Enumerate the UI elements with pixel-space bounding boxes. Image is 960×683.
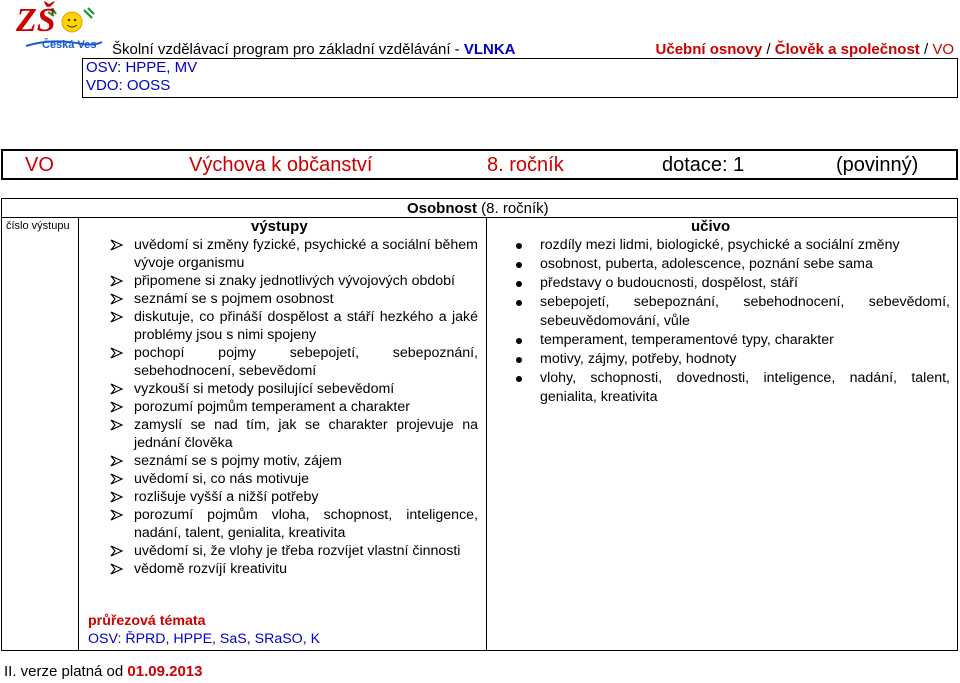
breadcrumb-area-code: VO	[932, 41, 954, 58]
outcome-item	[109, 488, 478, 506]
arrow-bullet-icon	[110, 491, 124, 503]
content-text: představy o budoucnosti, dospělost, stáří	[540, 275, 798, 291]
table-rule	[78, 217, 79, 650]
content-item	[516, 274, 950, 293]
osv-value: : HPPE, MV	[117, 59, 198, 76]
cross-topics-osv-label: OSV	[88, 631, 118, 647]
breadcrumb-curriculum: Učební osnovy	[655, 41, 763, 58]
arrow-bullet-icon	[110, 473, 124, 485]
arrow-bullet-icon	[110, 545, 124, 557]
outcome-text: vyzkouší si metody posilující sebevědomí	[134, 381, 395, 397]
content-text: vlohy, schopnosti, dovednosti, inteligence, nadání, talent, genialita, kreativita	[540, 370, 950, 405]
version-label: II. verze platná od	[4, 663, 128, 680]
content-item	[516, 369, 950, 407]
bullet-dot-icon	[516, 281, 522, 287]
outcome-item	[109, 290, 478, 308]
outcome-item	[109, 506, 478, 542]
cross-topics-osv-value: : ŘPRD, HPPE, SaS, SRaSO, K	[117, 631, 321, 647]
program-name: VLNKA	[463, 41, 516, 58]
logo-subtitle: Česká Ves	[42, 39, 97, 51]
outcome-item	[109, 308, 478, 344]
curriculum-table	[1, 198, 958, 651]
outcome-text: porozumí pojmům vloha, schopnost, inteligence, nadání, talent, genialita, kreativita	[134, 507, 478, 541]
bullet-dot-icon	[516, 338, 522, 344]
subject-hours: dotace: 1	[662, 154, 745, 176]
outcome-text: rozlišuje vyšší a nižší potřeby	[134, 489, 319, 505]
arrow-bullet-icon	[110, 293, 124, 305]
topic-title	[407, 200, 549, 217]
school-logo	[12, 2, 104, 54]
column-number-header: číslo výstupu	[6, 220, 70, 232]
vdo-line	[86, 77, 957, 95]
vdo-label: VDO	[86, 77, 119, 94]
arrow-bullet-icon	[110, 239, 124, 251]
bullet-dot-icon	[516, 243, 522, 249]
outcome-item	[109, 380, 478, 398]
content-text: sebepojetí, sebepoznání, sebehodnocení, sebevědomí, sebeuvědomování, vůle	[540, 294, 950, 329]
outcome-item	[109, 470, 478, 488]
column-content-header: učivo	[691, 218, 731, 235]
bullet-dot-icon	[516, 376, 522, 382]
outcome-text: seznámí se s pojmem osobnost	[134, 291, 334, 307]
subject-type: (povinný)	[836, 154, 919, 176]
outcome-item	[109, 272, 478, 290]
content-item	[516, 350, 950, 369]
bullet-dot-icon	[516, 262, 522, 268]
content-item	[516, 293, 950, 331]
outcome-text: připomene si znaky jednotlivých vývojových období	[134, 273, 455, 289]
content-text: osobnost, puberta, adolescence, poznání sebe sama	[540, 256, 873, 272]
outcome-text: zamyslí se nad tím, jak se charakter projevuje na jednání člověka	[134, 417, 478, 451]
version-date: 01.09.2013	[127, 663, 203, 680]
subject-name: Výchova k občanství	[189, 154, 373, 176]
outcome-item	[109, 560, 478, 578]
version-footer	[4, 663, 202, 680]
arrow-bullet-icon	[110, 455, 124, 467]
subject-grade: 8. ročník	[487, 154, 564, 176]
breadcrumb	[656, 41, 954, 58]
content-item	[516, 236, 950, 255]
vdo-value: : OOSS	[118, 77, 171, 94]
topic-rest: (8. ročník)	[477, 200, 549, 217]
outcome-item	[109, 344, 478, 380]
arrow-bullet-icon	[110, 383, 124, 395]
cross-topics-box	[82, 58, 958, 98]
logo-text: ZŠ	[16, 2, 56, 39]
arrow-bullet-icon	[110, 563, 124, 575]
arrow-bullet-icon	[110, 509, 124, 521]
program-title	[112, 41, 516, 58]
outcome-text: pochopí pojmy sebepojetí, sebepoznání, sebehodnocení, sebevědomí	[134, 345, 478, 379]
content-text: rozdíly mezi lidmi, biologické, psychické a sociální změny	[540, 237, 900, 253]
outcome-item	[109, 236, 478, 272]
osv-label: OSV	[86, 59, 118, 76]
breadcrumb-area: Člověk a společnost	[774, 41, 920, 58]
cross-topics	[88, 612, 320, 648]
column-outcomes-header: výstupy	[251, 218, 308, 235]
outcome-item	[109, 542, 478, 560]
outcome-text: uvědomí si, že vlohy je třeba rozvíjet vlastní činnosti	[134, 543, 461, 559]
outcome-item	[109, 452, 478, 470]
breadcrumb-separator: /	[762, 41, 775, 58]
subject-bar	[1, 149, 958, 180]
content-text: motivy, zájmy, potřeby, hodnoty	[540, 351, 737, 367]
arrow-bullet-icon	[110, 275, 124, 287]
outcome-text: uvědomí si změny fyzické, psychické a sociální během vývoje organismu	[134, 237, 478, 271]
outcome-text: seznámí se s pojmy motiv, zájem	[134, 453, 342, 469]
arrow-bullet-icon	[110, 347, 124, 359]
table-rule	[486, 217, 487, 650]
topic-bold: Osobnost	[407, 200, 477, 217]
outcome-text: uvědomí si, co nás motivuje	[134, 471, 310, 487]
content-text: temperament, temperamentové typy, charakter	[540, 332, 834, 348]
arrow-bullet-icon	[110, 311, 124, 323]
subject-code: VO	[25, 154, 54, 176]
outcome-item	[109, 416, 478, 452]
outcome-text: vědomě rozvíjí kreativitu	[134, 561, 287, 577]
content-item	[516, 331, 950, 350]
content-item	[516, 255, 950, 274]
content-list	[516, 236, 950, 407]
bullet-dot-icon	[516, 300, 522, 306]
bullet-dot-icon	[516, 357, 522, 363]
cross-topics-label: průřezová témata	[88, 613, 206, 629]
outcome-text: diskutuje, co přináší dospělost a stáří hezkého a jaké problémy jsou s nimi spojeny	[134, 309, 478, 343]
outcome-item	[109, 398, 478, 416]
outcomes-list	[109, 236, 478, 578]
program-prefix: Školní vzdělávací program pro základní vzdělávání -	[112, 41, 464, 58]
arrow-bullet-icon	[110, 401, 124, 413]
osv-line	[86, 59, 957, 77]
arrow-bullet-icon	[110, 419, 124, 431]
breadcrumb-separator: /	[919, 41, 933, 58]
outcome-text: porozumí pojmům temperament a charakter	[134, 399, 410, 415]
table-rule	[2, 217, 957, 218]
